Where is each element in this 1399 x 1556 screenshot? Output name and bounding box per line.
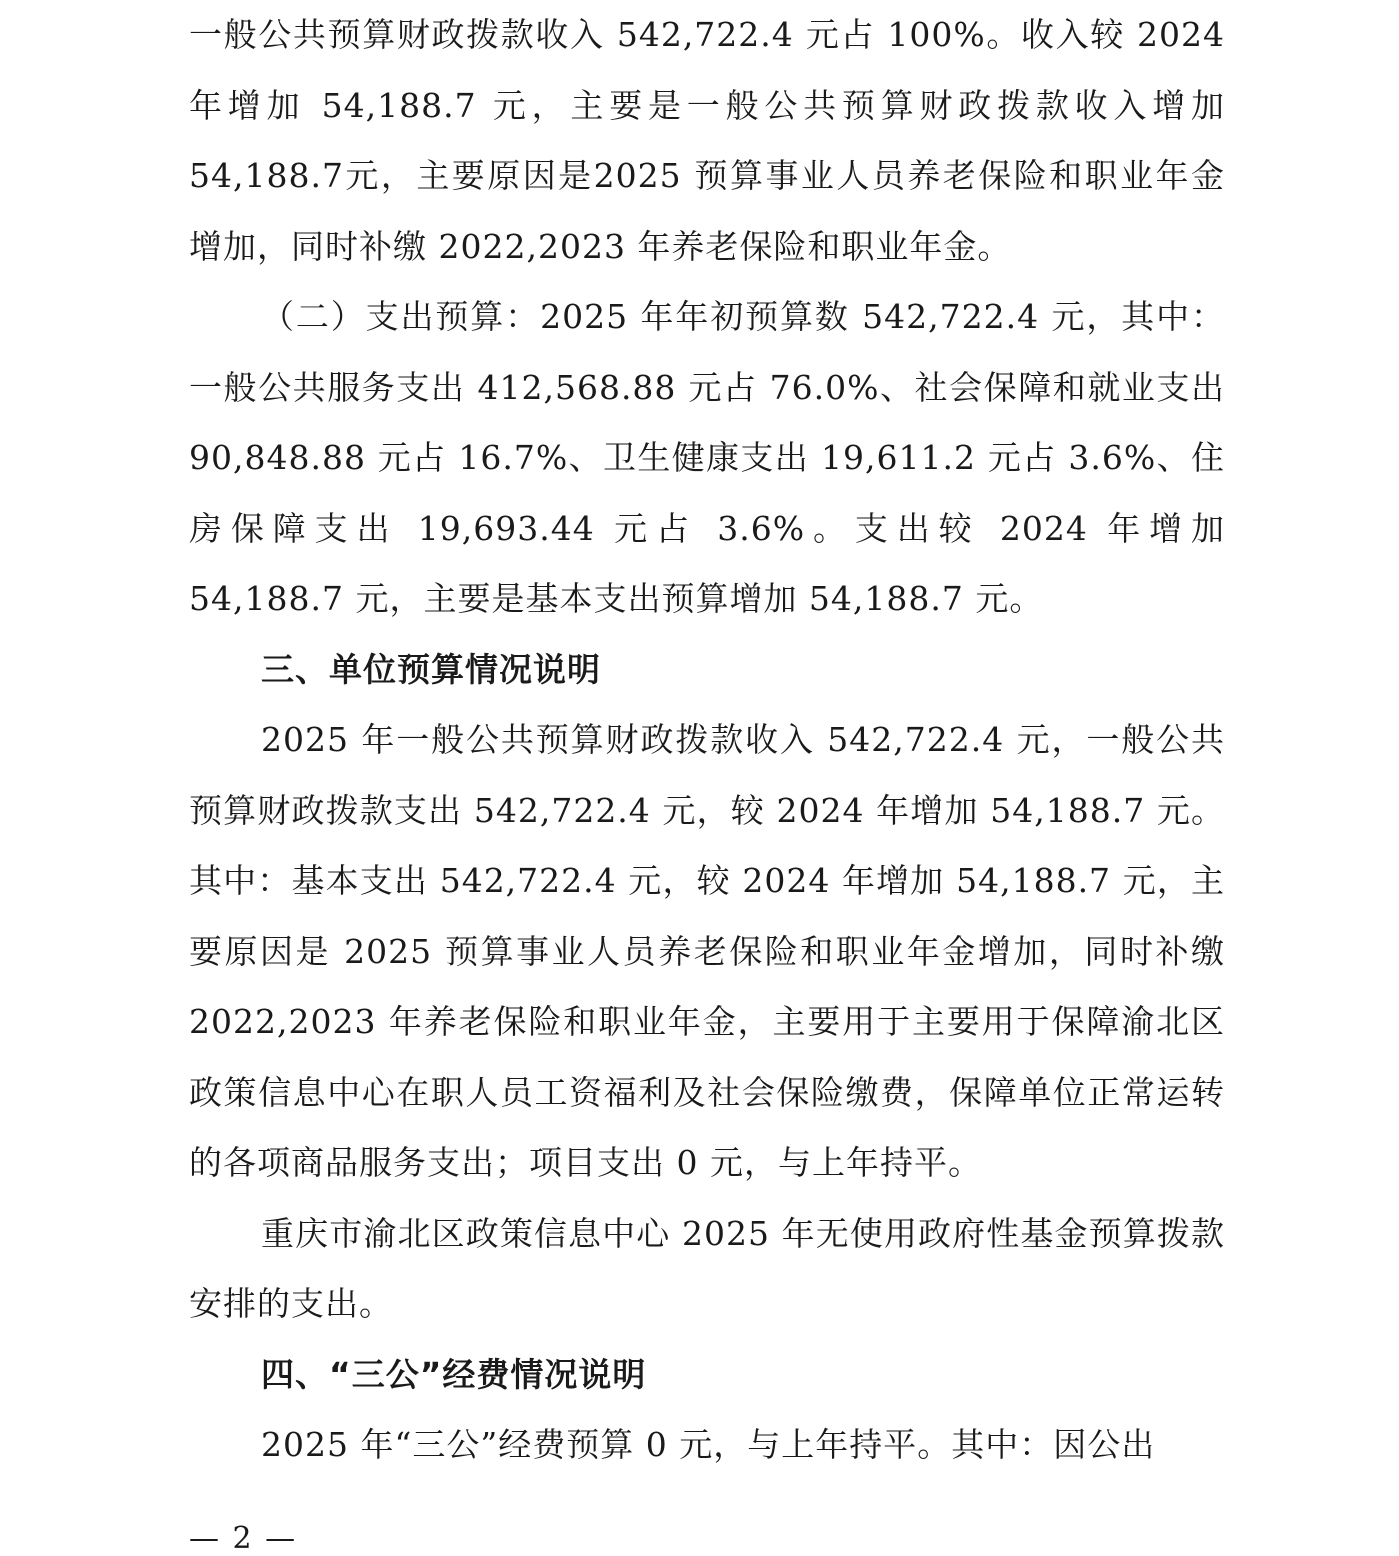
section-heading-unit-budget: 三、单位预算情况说明 [261,649,601,689]
paragraph-expenditure-budget: （二）支出预算：2025 年年初预算数 542,722.4 元，其中：一般公共服务支出 412,568.88 元占 76.0%、社会保障和就业支出 90,848.88 元占 16.7%、卫生健康支出 19,611.2 元占 3.6%、住房保障支出 19,693.44 元占 3.6%。支出较 2024 年增加 54,188.7 元，主要是基本支出预算增加 54,188.7 元。 [189,297,1225,618]
paragraph-government-fund: 重庆市渝北区政策信息中心 2025 年无使用政府性基金预算拨款安排的支出。 [189,1213,1225,1323]
page-number: — 2 — [189,1521,298,1556]
paragraph-unit-budget: 2025 年一般公共预算财政拨款收入 542,722.4 元，一般公共预算财政拨款支出 542,722.4 元，较 2024 年增加 54,188.7 元。其中：基本支出 542,722.4 元，较 2024 年增加 54,188.7 元，主要原因是 2025 预算事业人员养老保险和职业年金增加，同时补缴 2022,2023 年养老保险和职业年金，主要用于主要用于保障渝北区政策信息中心在职人员工资福利及社会保险缴费，保障单位正常运转的各项商品服务支出；项目支出 0 元，与上年持平。 [189,720,1225,1182]
paragraph-three-public: 2025 年“三公”经费预算 0 元，与上年持平。其中：因公出 [261,1425,1156,1464]
section-heading-three-public: 四、“三公”经费情况说明 [261,1354,647,1394]
document-page [189,0,1225,1481]
paragraph-income-summary: 一般公共预算财政拨款收入 542,722.4 元占 100%。收入较 2024 年增加 54,188.7 元，主要是一般公共预算财政拨款收入增加 54,188.7元，主要原因是2025 预算事业人员养老保险和职业年金增加，同时补缴 2022,2023 年养老保险和职业年金。 [189,15,1225,266]
